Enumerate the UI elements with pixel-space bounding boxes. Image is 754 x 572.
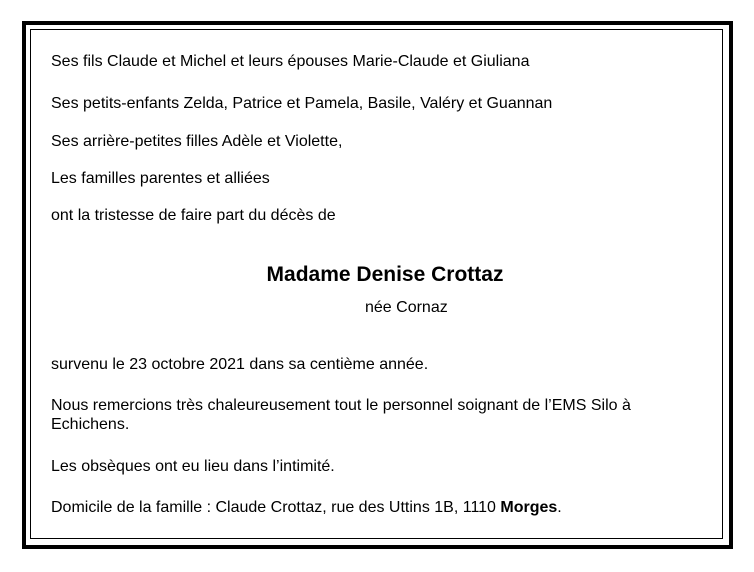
families-line: Les familles parentes et alliées: [51, 170, 270, 187]
domicile-prefix: Domicile de la famille : Claude Crottaz, rue des Uttins 1B, 1110: [51, 499, 501, 516]
announcement-line: ont la tristesse de faire part du décès de: [51, 207, 336, 224]
maiden-name: née Cornaz: [365, 299, 448, 316]
domicile-suffix: .: [557, 499, 562, 516]
funeral-line: Les obsèques ont eu lieu dans l’intimité.: [51, 458, 335, 475]
thanks-line: Nous remercions très chaleureusement tout le personnel soignant de l’EMS Silo à Echichens.: [51, 397, 631, 433]
great-grandchildren-line: Ses arrière-petites filles Adèle et Violette,: [51, 133, 343, 150]
date-line: survenu le 23 octobre 2021 dans sa centième année.: [51, 356, 429, 373]
deceased-name: Madame Denise Crottaz: [266, 263, 504, 286]
sons-line: Ses fils Claude et Michel et leurs épouses Marie-Claude et Giuliana: [51, 53, 530, 70]
domicile-line: [51, 498, 562, 517]
domicile-city: Morges: [500, 499, 558, 516]
grandchildren-line: Ses petits-enfants Zelda, Patrice et Pamela, Basile, Valéry et Guannan: [51, 95, 553, 112]
